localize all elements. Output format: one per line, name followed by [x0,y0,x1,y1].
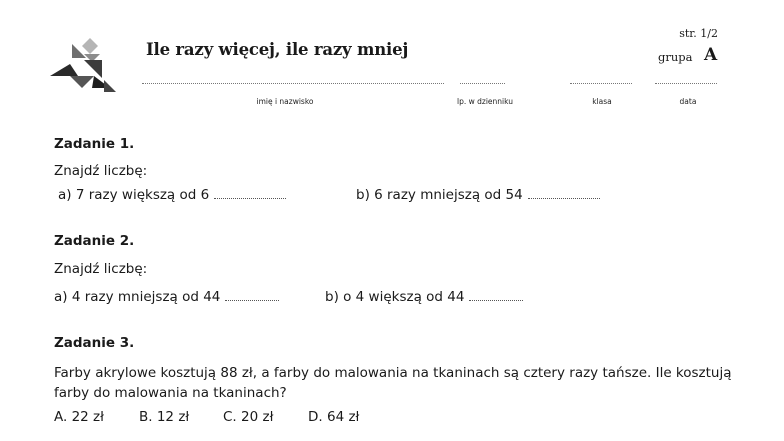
name-field-label: imię i nazwisko [256,97,314,106]
task2-item-b [325,289,523,305]
task2-answer-a[interactable] [225,290,279,301]
page-number: str. 1/2 [679,27,718,40]
task1-answer-a[interactable] [214,188,286,199]
task3-option-b[interactable]: B. 12 zł [139,409,190,425]
task3-title: Zadanie 3. [54,335,135,351]
task1-item-a [58,187,286,203]
task1-item-b-text: b) 6 razy mniejszą od 54 [356,187,523,203]
group-label: grupa [658,50,693,64]
task1-item-a-text: a) 7 razy większą od 6 [58,187,210,203]
task2-instruction: Znajdź liczbę: [54,261,148,277]
logo-icon [48,36,120,96]
task3-option-a[interactable]: A. 22 zł [54,409,104,425]
task1-item-b [356,187,600,203]
class-field-line[interactable] [570,83,632,84]
task2-title: Zadanie 2. [54,233,135,249]
date-field-label: data [679,97,697,106]
task1-answer-b[interactable] [528,188,600,199]
worksheet-title: Ile razy więcej, ile razy mniej [146,40,409,59]
task1-title: Zadanie 1. [54,136,135,152]
name-field-line[interactable] [142,83,444,84]
task2-item-a-text: a) 4 razy mniejszą od 44 [54,289,221,305]
class-field-label: klasa [592,97,612,106]
task3-option-d[interactable]: D. 64 zł [308,409,360,425]
task3-question: Farby akrylowe kosztują 88 zł, a farby do malowania na tkaninach są cztery razy tańsze. Ile kosztują farby do malowania na tkaninach? [54,365,732,401]
task1-instruction: Znajdź liczbę: [54,163,148,179]
task3-option-c[interactable]: C. 20 zł [223,409,274,425]
task2-item-b-text: b) o 4 większą od 44 [325,289,465,305]
date-field-line[interactable] [655,83,717,84]
group-value: A [704,45,718,65]
task2-answer-b[interactable] [469,290,523,301]
class-number-field-label: lp. w dzienniku [457,97,513,106]
task2-item-a [54,289,279,305]
class-number-field-line[interactable] [460,83,505,84]
